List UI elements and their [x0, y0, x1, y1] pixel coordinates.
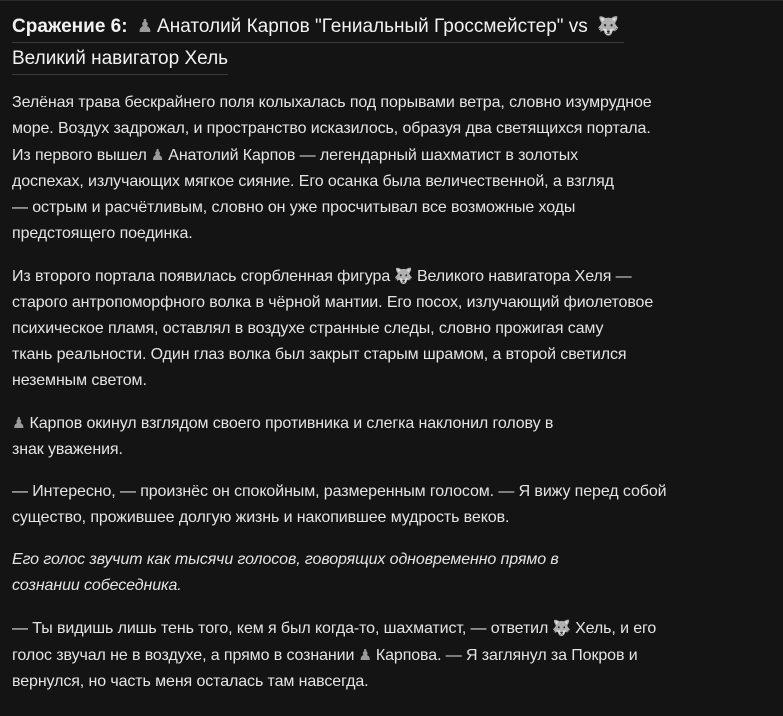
top-divider	[0, 0, 783, 1]
text-line: вернулся, но часть меня осталась там навсегда.	[12, 673, 369, 690]
text-line: старого антропоморфного волка в чёрной мантии. Его посох, излучающий фиолетовое	[12, 294, 654, 311]
text-line-with-icon	[12, 263, 743, 290]
chess-pawn-icon: ♟	[150, 146, 165, 164]
battle-heading	[12, 0, 692, 75]
wolf-icon: 🐺	[394, 267, 413, 285]
paragraph-5-italic	[12, 547, 743, 599]
text-line: Зелёная трава бескрайнего поля колыхалась под порывами ветра, словно изумрудное	[12, 94, 652, 111]
text-line: Его голос звучит как тысячи голосов, говорящих одновременно прямо в	[12, 551, 559, 568]
text-line: доспехах, излучающих мягкое сияние. Его осанка была величественной, а взгляд	[12, 173, 614, 190]
text-line-with-icon	[12, 142, 743, 169]
battle-number: Сражение 6:	[12, 16, 128, 37]
text-segment: Хель, и его	[575, 620, 657, 637]
text-line: море. Воздух задрожал, и пространство исказилось, образуя два светящихся портала.	[12, 120, 651, 137]
text-segment: голос звучал не в воздухе, а прямо в сознании	[12, 647, 355, 664]
text-line: — Интересно, — произнёс он спокойным, размеренным голосом. — Я вижу перед собой	[12, 483, 667, 500]
paragraph-2	[12, 263, 743, 394]
wolf-icon: 🐺	[597, 16, 620, 37]
fighter-1-name: Анатолий Карпов "Гениальный Гроссмейстер"	[157, 16, 564, 37]
paragraph-6	[12, 615, 743, 695]
fighter-2-name: Великий навигатор Хель	[12, 48, 229, 69]
story-body	[12, 90, 743, 695]
text-line-with-icon	[12, 615, 743, 642]
chess-pawn-icon: ♟	[12, 414, 26, 432]
paragraph-1	[12, 90, 743, 247]
text-line: предстоящего поединка.	[12, 225, 193, 242]
text-segment: Из первого вышел	[12, 147, 147, 164]
heading-line-2	[12, 45, 228, 75]
chess-pawn-icon: ♟	[136, 16, 154, 37]
text-line: знак уважения.	[12, 441, 123, 458]
text-line: ткань реальности. Один глаз волка был закрыт старым шрамом, а второй светился	[12, 346, 627, 363]
text-line: сознании собеседника.	[12, 577, 182, 594]
paragraph-3	[12, 410, 743, 463]
text-segment: Карпова. — Я заглянул за Покров и	[375, 647, 638, 664]
text-line-with-icon	[12, 642, 743, 669]
heading-line-1	[12, 13, 624, 43]
versus-label: vs	[568, 16, 588, 37]
text-line: неземным светом.	[12, 372, 147, 389]
text-segment: Великого навигатора Хеля —	[416, 268, 632, 285]
text-segment: — Ты видишь лишь тень того, кем я был когда-то, шахматист, — ответил	[12, 620, 549, 637]
text-segment: Карпов окинул взглядом своего противника и слегка наклонил голову в	[29, 415, 554, 432]
text-segment: Анатолий Карпов — легендарный шахматист в золотых	[168, 147, 578, 164]
wolf-icon: 🐺	[552, 619, 572, 637]
text-line: существо, прожившее долгую жизнь и накопившее мудрость веков.	[12, 509, 510, 526]
text-line: психическое пламя, оставлял в воздухе странные следы, словно прожигая саму	[12, 320, 604, 337]
chess-pawn-icon: ♟	[358, 646, 372, 664]
paragraph-4	[12, 479, 743, 531]
text-line: — острым и расчётливым, словно он уже просчитывал все возможные ходы	[12, 199, 576, 216]
text-line-with-icon	[12, 410, 743, 437]
text-segment: Из второго портала появилась сгорбленная фигура	[12, 268, 391, 285]
